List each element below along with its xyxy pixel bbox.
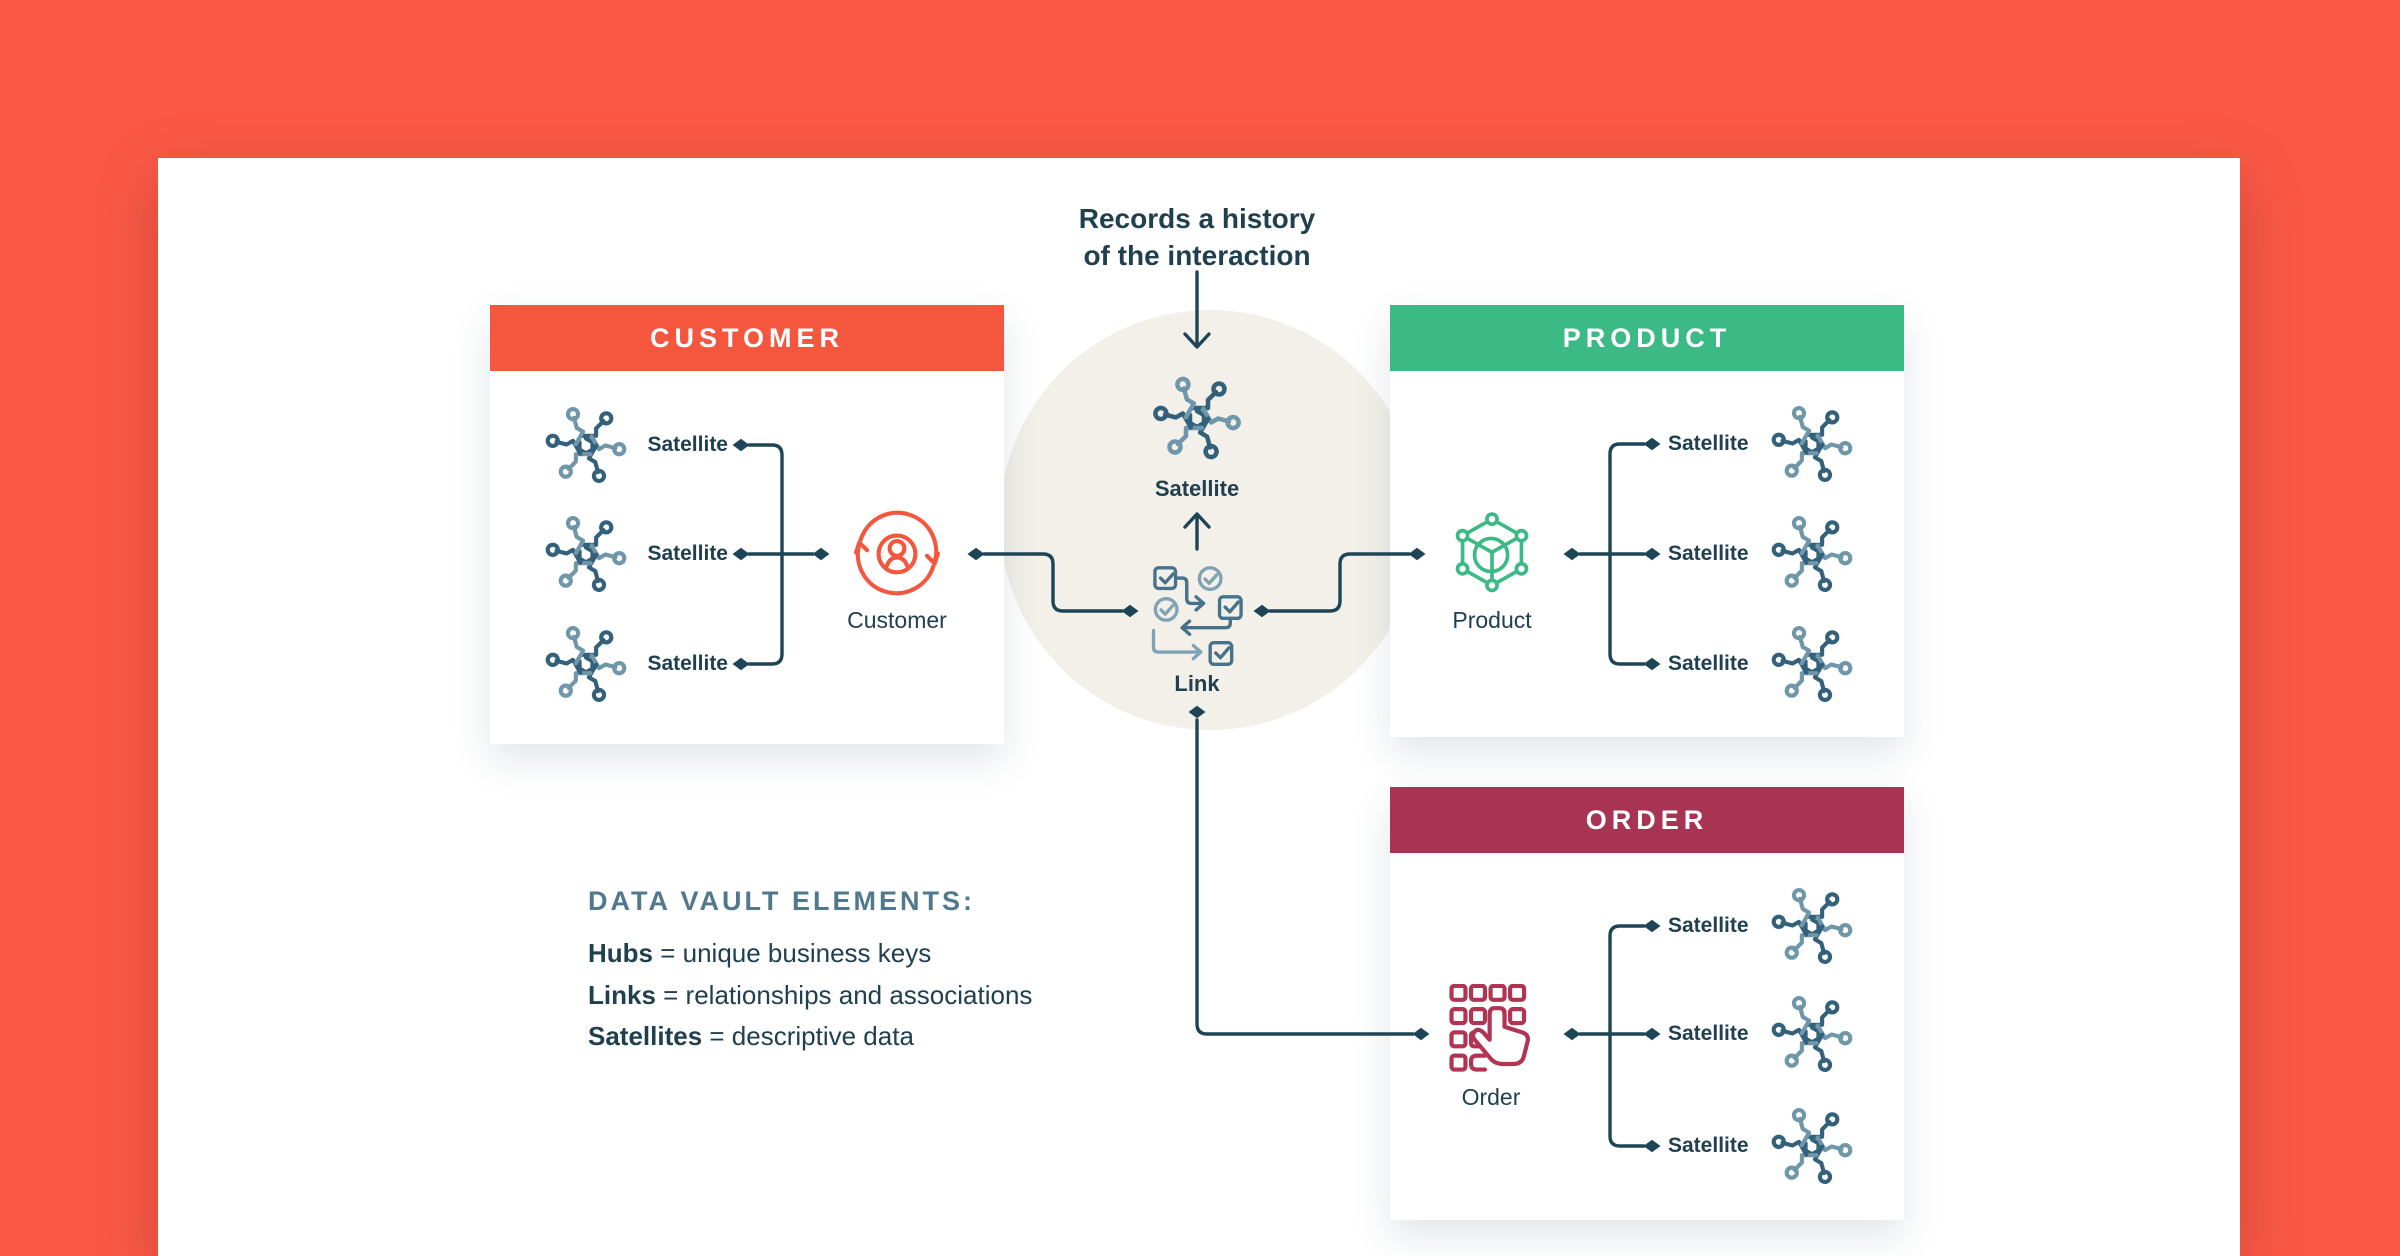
- annotation-text: [1017, 200, 1377, 274]
- legend-term: Hubs: [588, 938, 653, 968]
- legend-heading: DATA VAULT ELEMENTS:: [588, 886, 975, 916]
- center-satellite-icon: [1147, 368, 1247, 468]
- satellite-label: Satellite: [647, 542, 728, 565]
- legend-term: Satellites: [588, 1021, 703, 1051]
- product-hub-label: Product: [1452, 607, 1532, 633]
- legend-term: Links: [588, 979, 656, 1010]
- satellite-label: Satellite: [1668, 914, 1749, 937]
- order-card-title: ORDER: [1585, 804, 1709, 835]
- satellite-label: Satellite: [647, 652, 728, 675]
- satellite-label: Satellite: [1668, 1134, 1749, 1157]
- customer-hub-label: Customer: [847, 607, 947, 633]
- center-satellite-label: Satellite: [1154, 476, 1240, 501]
- legend-item-hubs: [588, 933, 1288, 975]
- satellite-label: Satellite: [1668, 542, 1749, 565]
- annotation-line-1: Records a history: [1078, 203, 1316, 234]
- legend-item-links: [588, 975, 1288, 1017]
- order-hub-icon: [1445, 984, 1538, 1077]
- link-icon: [1151, 565, 1245, 668]
- customer-hub-icon: [851, 507, 943, 599]
- product-card-header: [1390, 305, 1904, 371]
- legend-definition: = relationships and associations: [655, 979, 1033, 1010]
- order-hub-label: Order: [1461, 1084, 1521, 1110]
- satellite-label: Satellite: [1668, 652, 1749, 675]
- product-hub-icon: [1446, 509, 1538, 601]
- customer-card-title: CUSTOMER: [649, 322, 844, 353]
- customer-card-header: [490, 305, 1004, 371]
- satellite-label: Satellite: [647, 433, 728, 456]
- legend-definition: = descriptive data: [702, 1021, 914, 1051]
- satellite-label: Satellite: [1668, 432, 1749, 455]
- product-card-title: PRODUCT: [1562, 322, 1732, 353]
- order-card-header: [1390, 787, 1904, 853]
- legend-item-satellites: [588, 1016, 1288, 1058]
- link-label: Link: [1174, 671, 1220, 696]
- legend-definition: = unique business keys: [653, 938, 932, 968]
- legend: [588, 886, 1288, 1058]
- satellite-label: Satellite: [1668, 1022, 1749, 1045]
- annotation-line-2: of the interaction: [1083, 240, 1311, 271]
